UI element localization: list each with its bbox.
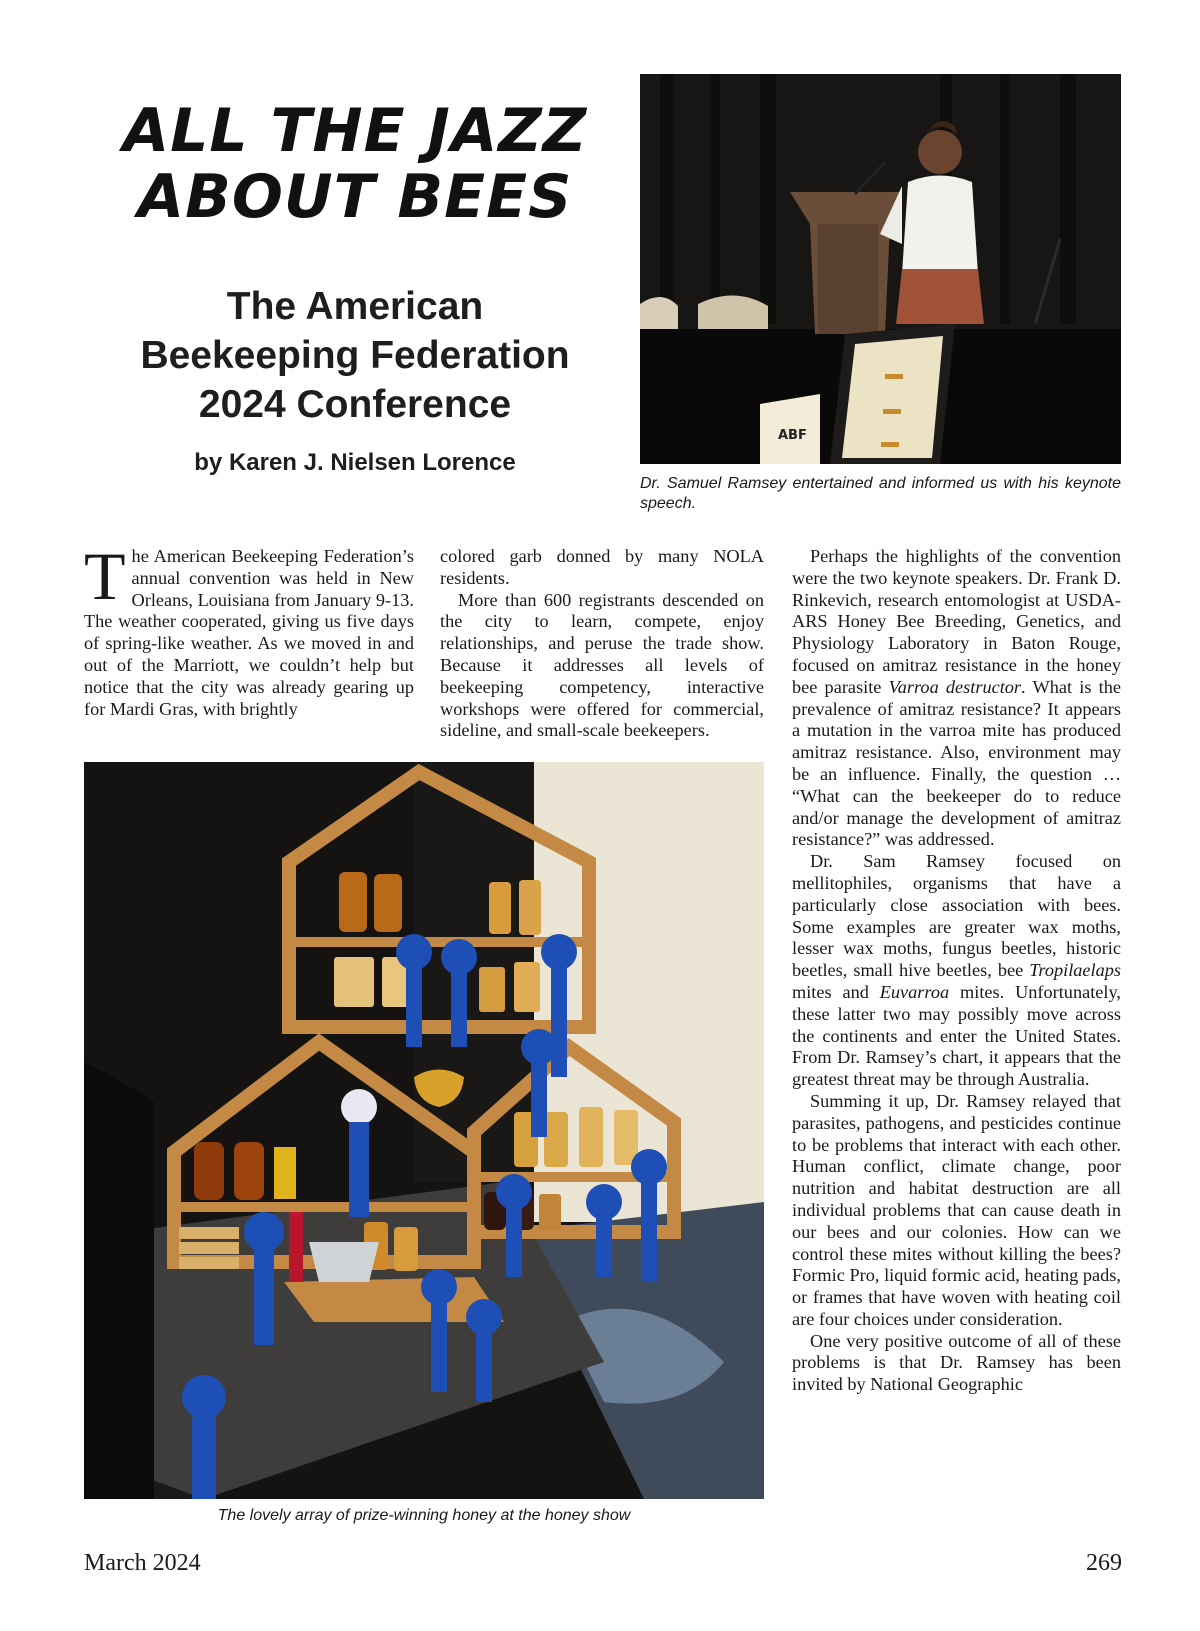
podium-sign-text: ABF <box>778 428 807 443</box>
col3-p3: Summing it up, Dr. Ramsey relayed that parasites, pathogens, and pesticides continue to be problems that interact with each other. Human conflict, climate change, poor nutrition and habitat destruction are all individual problems that can cause death in our bees and our colonies. How can we control these mites without killing the bees? Formic Pro, liquid formic acid, heating pads, or frames that have woven with heating coil are four choices under consideration. <box>792 1090 1121 1329</box>
species-name: Euvarroa <box>879 981 950 1002</box>
byline: by Karen J. Nielsen Lorence <box>194 449 516 476</box>
column-1-paragraph <box>84 538 414 720</box>
article-title <box>100 98 610 230</box>
main-photo-caption: The lovely array of prize-winning honey at the honey show <box>217 1507 631 1524</box>
drop-cap: T <box>84 538 126 614</box>
col2-p1: colored garb donned by many NOLA residents. <box>440 546 764 588</box>
col3-p1-b: . What is the prevalence of amitraz resistance? It appears a mutation in the varroa mite has produced amitraz resistance. Also, environment may be an influence. Finally, the question … “What can the beekeeper do to reduce and/or manage the development of amitraz resistance?” was addressed. <box>792 676 1121 850</box>
species-name: Varroa destructor <box>888 676 1022 697</box>
honey-display-illustration <box>84 762 764 1499</box>
col3-p1-a: Perhaps the highlights of the convention were the two keynote speakers. Dr. Frank D. Rinkevich, research entomologist at USDA-ARS Honey Bee Breeding, Genetics, and Physiology Laboratory in Baton Rouge, focused on amitraz resistance in the honey bee parasite <box>792 546 1121 697</box>
species-name: Tropilaelaps <box>1029 960 1121 981</box>
col3-p2-a: Dr. Sam Ramsey focused on mellitophiles, organisms that have a particularly close association with bees. Some examples are greater wax moths, lesser wax moths, fungus beetles, historic beetles, small hive beetles, bee <box>792 851 1121 981</box>
column-1 <box>84 538 414 720</box>
col3-p2-b: mites and <box>792 981 880 1002</box>
subtitle-line-3: 2024 Conference <box>198 383 512 426</box>
col3-p1 <box>792 546 1121 851</box>
column-3 <box>792 546 1121 1396</box>
footer-issue-date: March 2024 <box>84 1550 201 1576</box>
col3-p4: One very positive outcome of all of these problems is that Dr. Ramsey has been invited by National Geographic <box>792 1330 1121 1395</box>
title-line-1: ALL THE JAZZ <box>122 96 588 166</box>
subtitle-line-2: Beekeeping Federation <box>140 334 570 377</box>
footer-page-number: 269 <box>1086 1550 1122 1576</box>
speaker-photo <box>640 74 1121 464</box>
speaker-photo-illustration <box>640 74 1121 464</box>
honey-display-photo <box>84 762 764 1499</box>
col3-p2 <box>792 851 1121 1091</box>
column-2 <box>440 546 764 742</box>
col3-p2-c: mites. Unfortunately, these latter two may possibly move across the continents and enter the United States. From Dr. Ramsey’s chart, it appears that the greatest threat may be through Australia. <box>792 981 1121 1090</box>
title-line-2: ABOUT BEES <box>137 162 573 232</box>
col1-p1-text: he American Beekeeping Federation’s annual convention was held in New Orleans, Louisiana from January 9-13. The weather cooperated, giving us five days of spring-like weather. As we moved in and out of the Marriott, we couldn’t help but notice that the city was already gearing up for Mardi Gras, with brightly <box>84 546 414 719</box>
top-photo-caption: Dr. Samuel Ramsey entertained and informed us with his keynote speech. <box>640 475 1121 512</box>
article-subtitle <box>100 282 610 429</box>
subtitle-line-1: The American <box>226 285 484 328</box>
col2-p2: More than 600 registrants descended on the city to learn, compete, enjoy relationships, and peruse the trade show. Because it addresses all levels of beekeeping competency, interactive workshops were offered for commercial, sideline, and small-scale beekeepers. <box>440 589 764 741</box>
